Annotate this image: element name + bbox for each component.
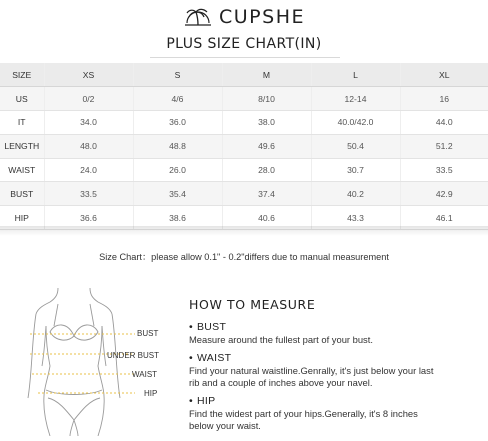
- table-cell: 24.0: [44, 158, 133, 182]
- table-cell: 16: [400, 87, 488, 111]
- table-cell: 43.3: [311, 206, 400, 230]
- brand-name: CUPSHE: [219, 6, 305, 28]
- table-cell: 4/6: [133, 87, 222, 111]
- table-cell: 48.0: [44, 134, 133, 158]
- table-cell: 42.9: [400, 182, 488, 206]
- bust-instruction: [189, 321, 484, 346]
- table-row: [0, 87, 488, 111]
- table-cell: 8/10: [222, 87, 311, 111]
- table-cell: 46.1: [400, 206, 488, 230]
- table-cell: 49.6: [222, 134, 311, 158]
- palm-tree-sun-icon: [183, 5, 213, 29]
- table-cell: 30.7: [311, 158, 400, 182]
- table-cell: 26.0: [133, 158, 222, 182]
- hip-instruction: [189, 395, 484, 432]
- table-cell: 37.4: [222, 182, 311, 206]
- table-cell: 44.0: [400, 111, 488, 135]
- instruction-text: Measure around the fullest part of your bust.: [189, 334, 373, 345]
- instruction-text: below your waist.: [189, 420, 261, 431]
- bullet-icon: •: [189, 321, 193, 333]
- bust-label: BUST: [137, 329, 159, 338]
- brand-header: [0, 3, 488, 31]
- table-cell: 34.0: [44, 111, 133, 135]
- table-row: [0, 182, 488, 206]
- table-cell: 38.0: [222, 111, 311, 135]
- under-bust-label: UNDER BUST: [107, 351, 160, 360]
- table-cell: 51.2: [400, 134, 488, 158]
- instruction-heading: WAIST: [196, 352, 232, 364]
- how-to-measure-title: HOW TO MEASURE: [189, 297, 316, 312]
- waist-instruction: [189, 352, 484, 389]
- table-header-cell: XS: [44, 63, 133, 87]
- measurement-note: Size Chart：please allow 0.1" - 0.2"differs due to manual measurement: [99, 252, 389, 262]
- table-header-cell: XL: [400, 63, 488, 87]
- table-cell: 50.4: [311, 134, 400, 158]
- table-header-cell: S: [133, 63, 222, 87]
- instruction-heading: HIP: [196, 395, 216, 407]
- table-header-cell: L: [311, 63, 400, 87]
- table-cell: 40.6: [222, 206, 311, 230]
- row-label: HIP: [0, 206, 44, 230]
- table-row: [0, 134, 488, 158]
- table-cell: 38.6: [133, 206, 222, 230]
- table-cell: 36.0: [133, 111, 222, 135]
- table-cell: 40.0/42.0: [311, 111, 400, 135]
- table-cell: 28.0: [222, 158, 311, 182]
- instruction-text: Find the widest part of your hips.Generally, it's 8 inches: [189, 408, 418, 419]
- row-label: WAIST: [0, 158, 44, 182]
- table-cell: 48.8: [133, 134, 222, 158]
- table-header-cell: M: [222, 63, 311, 87]
- table-cell: 40.2: [311, 182, 400, 206]
- instruction-heading: BUST: [196, 321, 227, 333]
- section-divider-shadow: [0, 226, 488, 236]
- table-cell: 33.5: [44, 182, 133, 206]
- table-cell: 12-14: [311, 87, 400, 111]
- bullet-icon: •: [189, 395, 193, 407]
- body-outline-illustration: [0, 286, 175, 436]
- bullet-icon: •: [189, 352, 193, 364]
- row-label: US: [0, 87, 44, 111]
- chart-title: PLUS SIZE CHART(IN): [166, 36, 322, 52]
- row-label: BUST: [0, 182, 44, 206]
- table-header-row: [0, 63, 488, 87]
- table-row: [0, 158, 488, 182]
- row-label: LENGTH: [0, 134, 44, 158]
- how-to-measure-section: [189, 297, 484, 438]
- waist-label: WAIST: [132, 370, 158, 379]
- table-cell: 33.5: [400, 158, 488, 182]
- title-divider: [150, 57, 340, 58]
- body-measure-figure: [0, 286, 175, 436]
- instruction-text: rib and a couple of inches above your navel.: [189, 377, 373, 388]
- table-row: [0, 111, 488, 135]
- table-cell: 0/2: [44, 87, 133, 111]
- row-label: IT: [0, 111, 44, 135]
- table-header-label: SIZE: [0, 63, 44, 87]
- hip-label: HIP: [144, 389, 158, 398]
- instruction-text: Find your natural waistline.Genrally, it's just below your last: [189, 365, 434, 376]
- table-cell: 36.6: [44, 206, 133, 230]
- size-chart-table: [0, 63, 488, 230]
- table-cell: 35.4: [133, 182, 222, 206]
